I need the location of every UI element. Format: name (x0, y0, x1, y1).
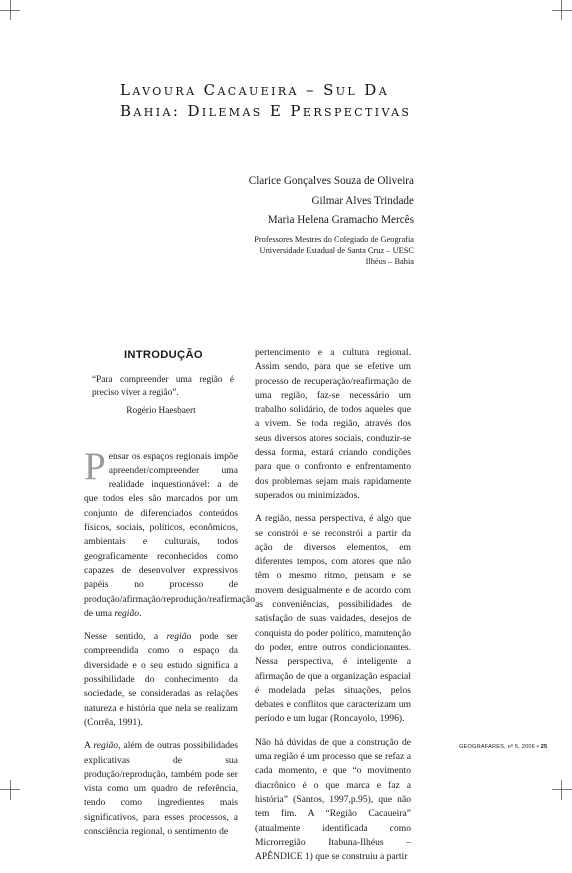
author-name: Clarice Gonçalves Souza de Oliveira (248, 175, 414, 187)
right-column (255, 346, 411, 873)
section-heading: INTRODUÇÃO (124, 349, 203, 361)
body-paragraph: pertencimento e a cultura regional. Assim sendo, para que se efetive um processo de recuperação/reafirmação de uma região, faz-se necessário um trabalho solidário, de todos aqueles que a vivem. Se toda região, através dos seus diversos atores sociais, conduzir-se dessa forma, estará criando condições para que o confronto e enfrentamento dos problemas sejam mais rapidamente superados ou minimizados. (255, 347, 411, 501)
crop-mark (0, 10, 20, 11)
title-line-1: Lavoura Cacaueira – Sul Da (120, 81, 390, 99)
page-number: 25 (540, 744, 548, 750)
author-name: Maria Helena Gramacho Mercês (267, 214, 414, 226)
footer-separator: • (536, 744, 539, 750)
epigraph-author: Rogério Haesbaert (126, 406, 196, 417)
journal-citation: GEOGRAFARES, nº 5, 2006 (459, 744, 535, 750)
crop-mark (552, 789, 572, 790)
affiliation-line: Universidade Estadual de Santa Cruz – UESC (259, 246, 414, 256)
epigraph-quote: “Para compreender uma região é preciso viver a região”. (92, 375, 234, 399)
body-paragraph: Nesse sentido, a região pode ser compreendida como o espaço da diversidade e o seu estudo significa a possibilidade do conhecimento da sociedade, se consideradas as relações natureza e história que nela se realizam (Corrêa, 1991). (84, 631, 238, 728)
left-column (84, 346, 255, 848)
body-paragraph: A região, além de outras possibilidades explicativas de sua produção/reprodução, também pode ser vista como um quadro de referência, tendo como ingredientes mais significativos, para esses processos, a consciência regional, o sentimento de (84, 740, 238, 838)
crop-mark (10, 780, 11, 800)
article-title (120, 80, 440, 122)
crop-mark (0, 789, 20, 790)
body-paragraph: A região, nessa perspectiva, é algo que se constrói e se reconstrói a partir da ação de diversos elementos, em diferentes tempos, com atores que não têm o mesmo ritmo, pensam e se movem desigualmente e de acordo com as conveniências, possibilidades de satisfação de suas vaidades, desejos de conquista do poder político, manutenção do poder, entre outros condicionantes. Nessa perspectiva, é inteligente a afirmação de que a organização espacial é modelada pelas situações, pelos debates e conflitos que caracterizam um período e um lugar (Roncayolo, 1996). (255, 513, 411, 725)
drop-cap: P (84, 444, 106, 488)
crop-mark (552, 10, 572, 11)
title-line-2: Bahia: Dilemas E Perspectivas (120, 102, 412, 120)
body-paragraph: Não há dúvidas de que a construção de uma região é um processo que se refaz a cada momento, e que “o movimento diacrônico é o que marca e faz a história” (Santos, 1997,p.95), que não tem fim. A “Região Cacaueira” (atualmente identificada como Microrregião Itabuna-Ilhéus – APÊNDICE 1) que se construiu a partir (255, 736, 411, 863)
page-footer (459, 744, 547, 750)
affiliation-line: Ilhéus – Bahia (365, 257, 414, 267)
affiliation (254, 234, 414, 268)
body-paragraph: Pensar os espaços regionais impõe apreender/compreender uma realidade inquestionável: a de que todos eles são marcados por um conjunto de diferenciados conteúdos físicos, sociais, políticos, econômicos, ambientais e culturais, todos geograficamente reconhecidos como capazes de desenvolver expressivos papéis no processo de produção/afirmação/reprodução/reafirmação de uma região. (84, 444, 255, 619)
crop-mark (561, 780, 562, 800)
author-list (249, 172, 414, 231)
author-name: Gilmar Alves Trindade (311, 194, 414, 207)
affiliation-line: Professores Mestres do Colegiado de Geografia (254, 235, 414, 244)
